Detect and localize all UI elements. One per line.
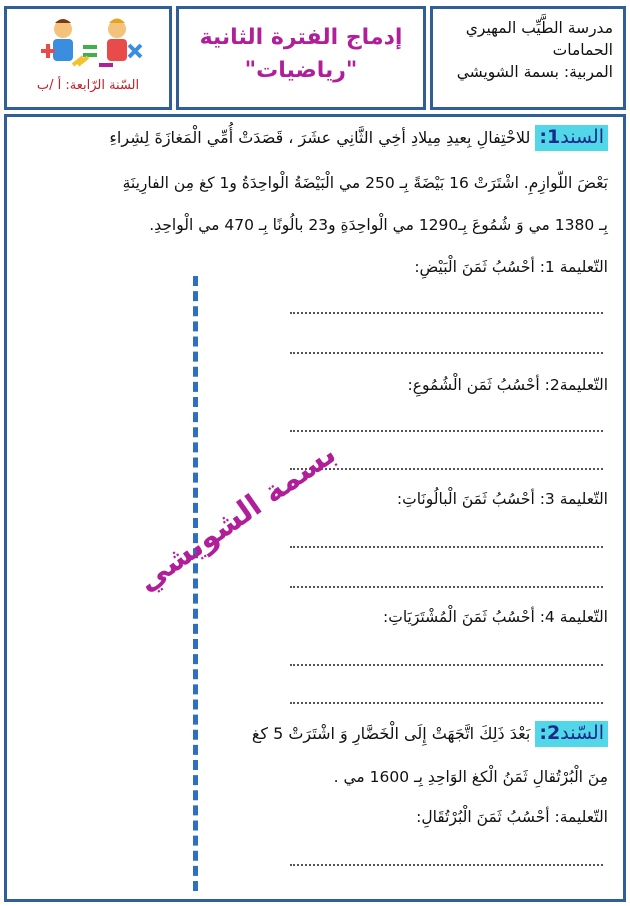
section2-label: السّند2:: [535, 721, 608, 747]
section1-line1: السند1: للاحْتِفالِ بِعيدِ مِيلادِ أخِي الثَّانِي عشَرَ ، قَصَدَتْ أُمِّي الْمَغازَةَ لِشِراءِ: [109, 126, 608, 148]
answer-line[interactable]: [290, 428, 603, 432]
title-box: [176, 6, 426, 110]
grade-box: [4, 6, 172, 110]
kids-with-math-symbols-icon: [33, 15, 149, 77]
answer-line[interactable]: [290, 350, 603, 354]
instruction-5: التّعليمة: أحْسُبُ ثَمَنَ الْبُرْتُقَالِ:: [416, 808, 608, 826]
section2-line1: السّند2: بَعْدَ ذَلِكَ اتَّجَهَتْ إِلَى الْخَضَّارِ وَ اشْتَرَتْ 5 كغ: [252, 722, 608, 744]
section1-line3: بِـ 1380 مي وَ شُمُوعَ بِـ1290 مي الْواحِدَةِ و23 بالُونًا بِـ 470 مي الْواحِدِ.: [149, 216, 608, 234]
answer-line[interactable]: [290, 544, 603, 548]
instruction-4: التّعليمة 4: أحْسُبُ ثَمَنَ الْمُشْتَرَيَاتِ:: [383, 608, 608, 626]
section2-line2: مِنَ الْبُرْتُقالِ ثَمَنُ الْكغ الوَاحِدِ بِـ 1600 مي .: [333, 768, 608, 786]
subject-title: "رياضيات": [244, 58, 358, 83]
school-info-box: [430, 6, 626, 110]
instruction-1: التّعليمة 1: أحْسُبُ ثَمَنَ الْبَيْضِ:: [414, 258, 608, 276]
section1-line2: بَعْضَ اللّوازِمِ. اشْتَرَتْ 16 بَيْضَةً بِـ 250 مي الْبَيْضَةُ الْواحِدَةُ و1 كغ مِن الفارِينَةِ: [122, 174, 608, 192]
teacher-name: المربية: بسمة الشويشي: [456, 63, 613, 81]
vertical-divider: [193, 276, 198, 891]
answer-line[interactable]: [290, 584, 603, 588]
section1-label: السند1:: [535, 125, 608, 151]
answer-line[interactable]: [290, 862, 603, 866]
page-title: إدماج الفترة الثانية: [199, 25, 403, 50]
school-name: مدرسة الطَّيِّب المهيري: [465, 19, 613, 37]
answer-line[interactable]: [290, 700, 603, 704]
grade-label: السّنة الرّابعة: أ /ب: [36, 78, 140, 93]
instruction-3: التّعليمة 3: أحْسُبُ ثَمَنَ الْبالُونَاتِ:: [396, 490, 608, 508]
instruction-2: التّعليمة2: أحْسُبُ ثَمَن الْشُمُوعِ:: [407, 376, 608, 394]
answer-line[interactable]: [290, 662, 603, 666]
teacher-watermark: بسمة الشويشي: [131, 436, 343, 599]
school-city: الحمامات: [552, 41, 613, 59]
answer-line[interactable]: [290, 310, 603, 314]
